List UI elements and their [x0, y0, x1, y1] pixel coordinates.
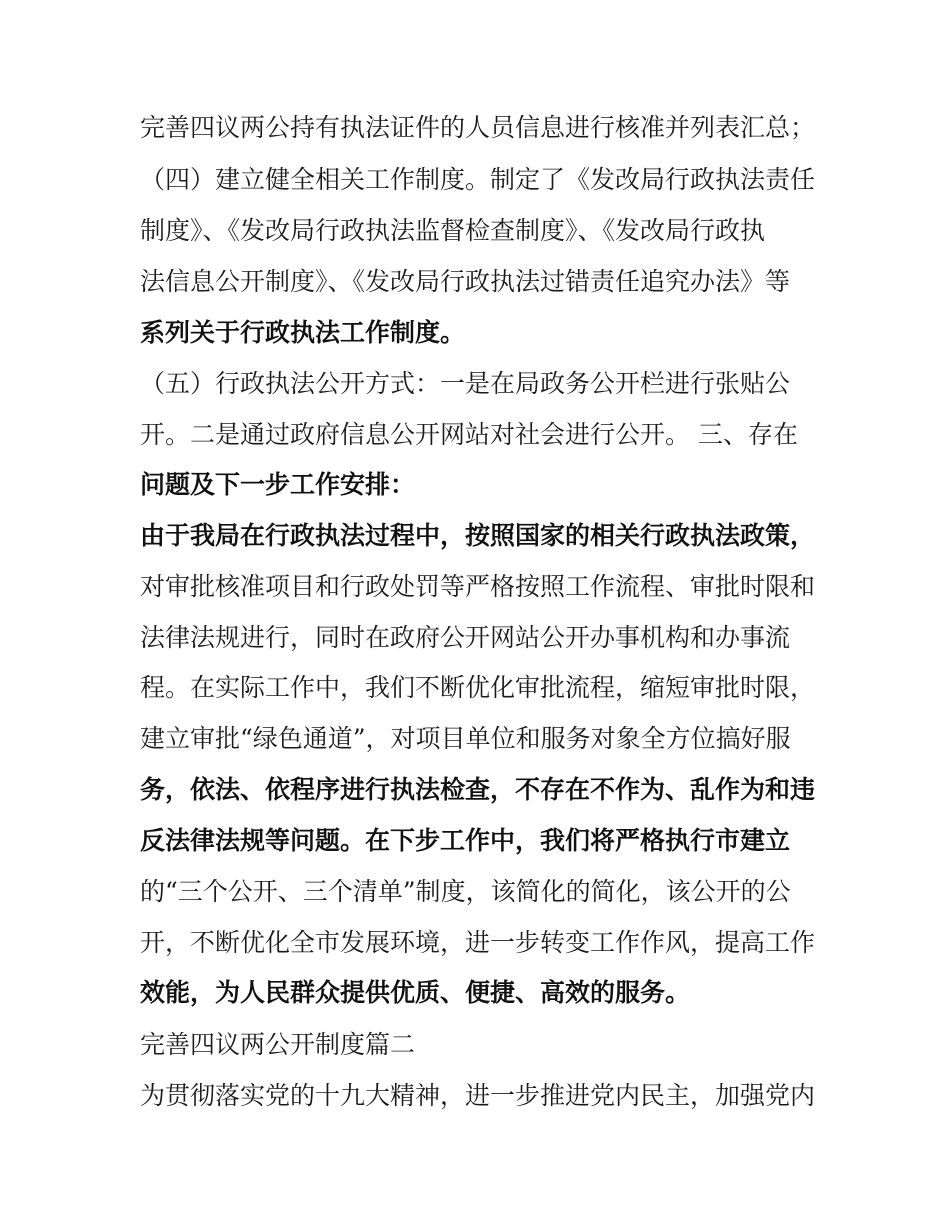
- text-line: 效能，为人民群众提供优质、便捷、高效的服务。: [140, 978, 691, 1007]
- text-line: 法信息公开制度》、《发改局行政执法过错责任追究办法》等: [140, 267, 791, 296]
- text-line: 反法律法规等问题。在下步工作中，我们将严格执行市建立: [140, 826, 791, 855]
- text-line: 完善四议两公持有执法证件的人员信息进行核准并列表汇总；: [140, 113, 816, 142]
- text-line: 务，依法、依程序进行执法检查，不存在不作为、乱作为和违: [140, 775, 816, 804]
- text-line: 建立审批“绿色通道”，对项目单位和服务对象全方位搞好服: [140, 724, 791, 753]
- text-line: （四）建立健全相关工作制度。制定了《发改局行政执法责任: [140, 165, 816, 194]
- text-line: 为贯彻落实党的十九大精神，进一步推进党内民主，加强党内: [140, 1081, 816, 1110]
- text-line: 制度》、《发改局行政执法监督检查制度》、《发改局行政执: [140, 216, 766, 245]
- text-line: 开。二是通过政府信息公开网站对社会进行公开。 三、存在: [140, 420, 798, 449]
- text-line: 系列关于行政执法工作制度。: [140, 318, 466, 347]
- text-line: （五）行政执法公开方式：一是在局政务公开栏进行张贴公: [140, 369, 791, 398]
- text-line: 法律法规进行，同时在政府公开网站公开办事机构和办事流: [140, 623, 791, 652]
- text-line: 由于我局在行政执法过程中，按照国家的相关行政执法政策，: [140, 521, 816, 550]
- section-heading: 完善四议两公开制度篇二: [140, 1030, 416, 1059]
- text-line: 开，不断优化全市发展环境，进一步转变工作作风，提高工作: [140, 928, 816, 957]
- text-line: 的“三个公开、三个清单”制度，该简化的简化，该公开的公: [140, 877, 791, 906]
- text-line: 对审批核准项目和行政处罚等严格按照工作流程、审批时限和: [140, 572, 816, 601]
- text-line: 问题及下一步工作安排：: [140, 470, 416, 499]
- text-line: 程。在实际工作中，我们不断优化审批流程，缩短审批时限，: [140, 673, 816, 702]
